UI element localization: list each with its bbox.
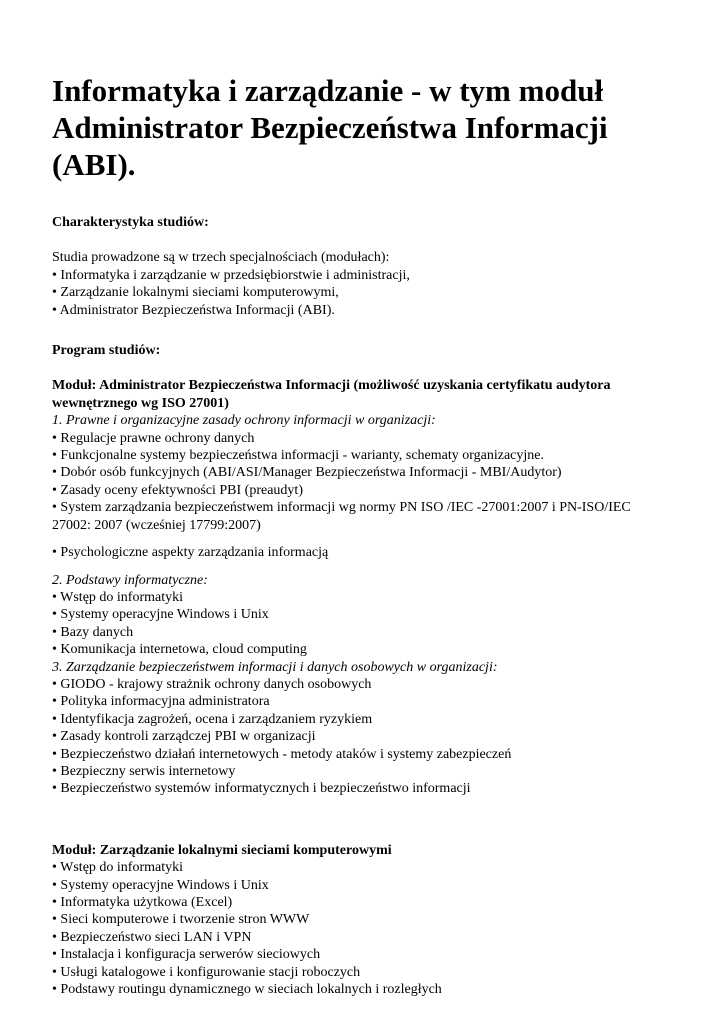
list-item: • Bezpieczeństwo sieci LAN i VPN [52,929,252,945]
document-page [52,72,692,998]
title-line-1: Informatyka i zarządzanie - w tym moduł [52,73,604,108]
list-item: • Zarządzanie lokalnymi sieciami komputerowymi, [52,285,339,301]
list-item: • Polityka informacyjna administratora [52,694,270,710]
list-item: • Bezpieczny serwis internetowy [52,763,236,779]
list-item: • Zasady kontroli zarządczej PBI w organizacji [52,729,316,745]
title-line-2: Administrator Bezpieczeństwa Informacji (ABI). [52,110,608,182]
list-item: • Wstęp do informatyki [52,589,184,605]
section-1-title: 1. Prawne i organizacyjne zasady ochrony informacji w organizacji: [52,413,436,429]
list-item: • Funkcjonalne systemy bezpieczeństwa informacji - warianty, schematy organizacyjne. [52,448,545,464]
list-item: • Bazy danych [52,624,134,640]
characteristics-intro: Studia prowadzone są w trzech specjalnościach (modułach): [52,250,390,266]
list-item: • Psychologiczne aspekty zarządzania informacją [52,545,329,561]
module-abi-heading: Moduł: Administrator Bezpieczeństwa Informacji (możliwość uzyskania certyfikatu audytora wewnętrznego wg ISO 27001) [52,378,611,411]
list-item-line-1: • System zarządzania bezpieczeństwem informacji wg normy PN ISO /IEC -27001:2007 i PN-ISO/IEC [52,500,631,516]
list-item: • GIODO - krajowy strażnik ochrony danych osobowych [52,676,372,692]
list-item: • Zasady oceny efektywności PBI (preaudyt) [52,482,303,498]
section-3-title: 3. Zarządzanie bezpieczeństwem informacji i danych osobowych w organizacji: [52,659,498,675]
list-item: • Identyfikacja zagrożeń, ocena i zarządzaniem ryzykiem [52,711,373,727]
characteristics-heading: Charakterystyka studiów: [52,215,209,230]
module-abi-section [52,377,692,797]
list-item-line-2: 27002: 2007 (wcześniej 17799:2007) [52,517,261,533]
list-item: • Dobór osób funkcyjnych (ABI/ASI/Manager Bezpieczeństwa Informacji - MBI/Audytor) [52,465,562,481]
module-lan-section [52,842,692,999]
page-title [52,72,692,183]
list-item: • Bezpieczeństwo systemów informatycznych i bezpieczeństwo informacji [52,781,471,797]
list-item: • Podstawy routingu dynamicznego w sieciach lokalnych i rozległych [52,982,442,998]
list-item: • Regulacje prawne ochrony danych [52,430,255,446]
list-item: • Usługi katalogowe i konfigurowanie stacji roboczych [52,964,361,980]
list-item: • Komunikacja internetowa, cloud computing [52,642,307,658]
section-2-title: 2. Podstawy informatyczne: [52,572,208,588]
list-item: • Administrator Bezpieczeństwa Informacji (ABI). [52,302,335,318]
list-item: • Systemy operacyjne Windows i Unix [52,877,269,893]
list-item: • Instalacja i konfiguracja serwerów sieciowych [52,947,321,963]
list-item: • Sieci komputerowe i tworzenie stron WWW [52,912,310,928]
program-heading: Program studiów: [52,343,161,359]
list-item: • Informatyka i zarządzanie w przedsiębiorstwie i administracji, [52,267,410,283]
module-lan-heading: Moduł: Zarządzanie lokalnymi sieciami komputerowymi [52,842,392,858]
list-item: • Bezpieczeństwo działań internetowych - metody ataków i systemy zabezpieczeń [52,746,512,762]
list-item: • Wstęp do informatyki [52,860,184,876]
list-item: • Informatyka użytkowa (Excel) [52,895,233,910]
characteristics-section [52,214,692,319]
list-item: • Systemy operacyjne Windows i Unix [52,607,269,623]
